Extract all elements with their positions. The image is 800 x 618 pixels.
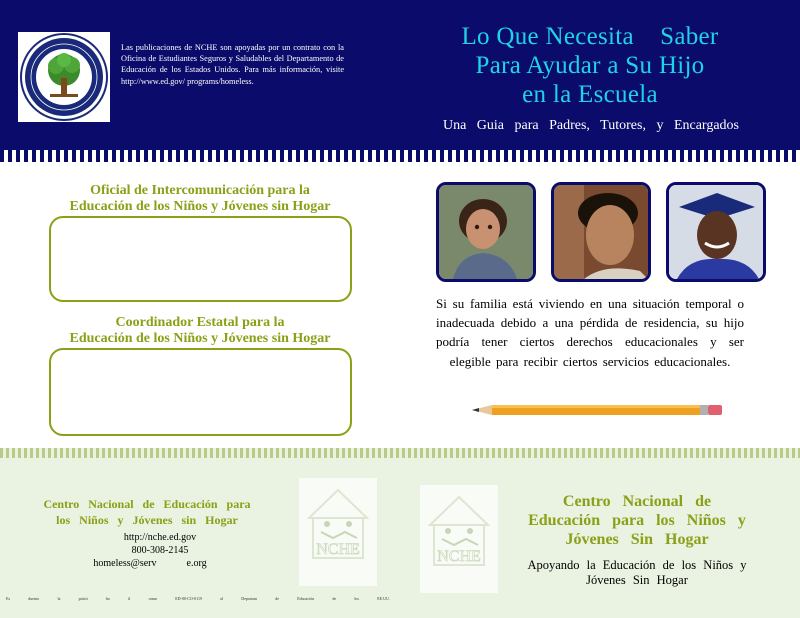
contact-info [60, 531, 240, 570]
org-name-right-line-3: Jóvenes Sin Hogar [565, 531, 709, 548]
org-name-left-line-1: Centro Nacional de Educación para [43, 497, 251, 511]
fine-print [6, 596, 390, 601]
org-name-right [505, 492, 769, 549]
header-stripe-divider [0, 150, 800, 162]
email-address[interactable] [60, 557, 240, 570]
coordinator-label-line-2: Educación de los Niños y Jóvenes sin Hogar [69, 331, 331, 346]
nche-logo-text-right: NCHE [437, 548, 481, 565]
main-title [405, 22, 775, 109]
org-name-left-line-2: los Niños y Jóvenes sin Hogar [56, 513, 238, 527]
website-link[interactable]: http://nche.ed.gov [123, 532, 197, 543]
email-left-part: homeless@serv [93, 558, 157, 569]
publication-support-note: Las publicaciones de NCHE son apoyadas por un contrato con la Oficina de Estudiantes Seguros y Saludables del Departamento de Educación de los Estados Unidos. Para más información, visite http://www.ed.gov/ programs/homeless. [121, 43, 344, 86]
liaison-label-line-1: Oficial de Intercomunicación para la [90, 183, 310, 198]
slogan-line-1: Apoyando la Educación de los Niños y [527, 558, 747, 572]
fine-print-word: Es [6, 596, 10, 601]
org-name-right-line-2: Educación para los Niños y [528, 512, 746, 529]
fine-print-word: los [354, 596, 359, 601]
liaison-label [30, 183, 370, 215]
coordinator-label [30, 315, 370, 347]
footer-dotted-divider [0, 448, 800, 458]
main-title-line-2: Para Ayudar a Su Hijo [475, 52, 705, 79]
child-photo [436, 182, 536, 282]
pencil-icon [472, 403, 724, 417]
fine-print-word: EE.UU. [377, 596, 390, 601]
fine-print-word: prácti [78, 596, 88, 601]
org-name-left [22, 496, 272, 528]
liaison-label-line-2: Educación de los Niños y Jóvenes sin Hogar [69, 199, 331, 214]
email-right-part: e.org [186, 558, 207, 569]
fine-print-word: duerno [28, 596, 40, 601]
family-situation-text: Si su familia está viviendo en una situación temporal o inadecuada debido a una pérdida de residencia, su hijo podría tener ciertos derechos educacionales y ser elegible para recibir ciertos servicios educacionales. [436, 296, 744, 369]
coordinator-contact-box[interactable] [49, 348, 352, 436]
fine-print-word: il [128, 596, 131, 601]
department-of-education-seal [18, 32, 110, 122]
graduate-photo [666, 182, 766, 282]
fine-print-word: Educación [297, 596, 315, 601]
fine-print-word: al [220, 596, 224, 601]
nche-logo-text-left: NCHE [316, 541, 360, 558]
nche-logo-right [420, 485, 498, 593]
slogan-line-2: Jóvenes Sin Hogar [586, 573, 688, 587]
fine-print-word: ornar [148, 596, 158, 601]
fine-print-word: de [275, 596, 280, 601]
nche-logo-left [299, 478, 377, 586]
org-name-right-line-1: Centro Nacional de [562, 493, 712, 510]
fine-print-word: Departam [241, 596, 258, 601]
fine-print-word: la [57, 596, 61, 601]
fine-print-word: de [332, 596, 337, 601]
main-title-line-3: en la Escuela [522, 81, 658, 108]
fine-print-word: ED-00-CO-0119 [175, 596, 202, 601]
phone-number: 800-308-2145 [131, 545, 189, 556]
slogan [505, 558, 769, 588]
liaison-contact-box[interactable] [49, 216, 352, 302]
main-title-line-1: Lo Que Necesita Saber [461, 23, 719, 50]
teen-boy-photo [551, 182, 651, 282]
subtitle: Una Guia para Padres, Tutores, y Encargados [442, 118, 740, 133]
fine-print-word: ho [105, 596, 110, 601]
coordinator-label-line-1: Coordinador Estatal para la [115, 315, 285, 330]
